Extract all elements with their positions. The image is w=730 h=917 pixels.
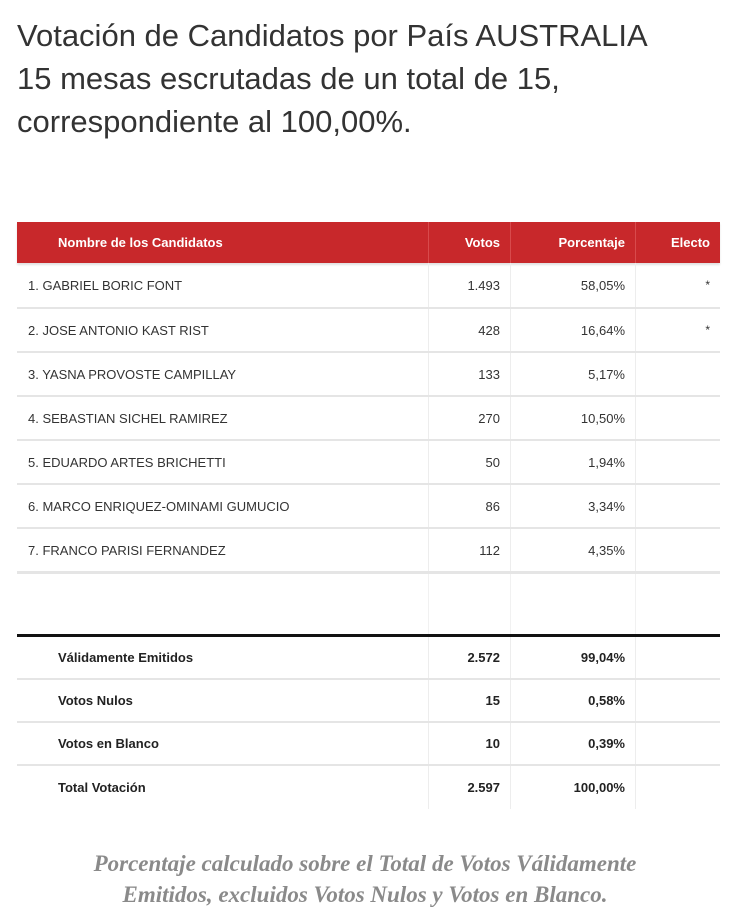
candidate-votes: 50 [429, 441, 511, 483]
candidate-percent: 5,17% [511, 353, 636, 395]
title-line: 15 mesas escrutadas de un total de 15, [17, 61, 560, 96]
table-spacer-row [17, 573, 720, 637]
candidate-elected-mark [636, 353, 720, 395]
table-row [17, 309, 720, 353]
footnote [0, 848, 730, 910]
totals-row [17, 766, 720, 809]
empty-cell [636, 637, 720, 678]
footnote-line: Porcentaje calculado sobre el Total de Votos Válidamente [93, 851, 637, 876]
empty-cell [17, 574, 429, 634]
candidate-votes: 1.493 [429, 263, 511, 307]
column-header-elected: Electo [670, 235, 710, 250]
table-row [17, 397, 720, 441]
totals-percent: 0,39% [511, 723, 636, 764]
candidate-percent: 1,94% [511, 441, 636, 483]
table-row [17, 529, 720, 573]
column-header-name: Nombre de los Candidatos [17, 222, 429, 263]
empty-cell [511, 574, 636, 634]
totals-percent: 99,04% [511, 637, 636, 678]
candidate-elected-mark [636, 485, 720, 527]
candidate-name: 4. SEBASTIAN SICHEL RAMIREZ [17, 397, 429, 439]
candidate-name: 2. JOSE ANTONIO KAST RIST [17, 309, 429, 351]
candidate-percent: 4,35% [511, 529, 636, 571]
candidate-elected-mark: * [705, 323, 710, 337]
candidate-name: 1. GABRIEL BORIC FONT [17, 263, 429, 307]
candidate-percent: 3,34% [511, 485, 636, 527]
totals-row [17, 723, 720, 766]
candidate-votes: 86 [429, 485, 511, 527]
column-header-percent: Porcentaje [511, 222, 636, 263]
candidate-percent: 58,05% [511, 263, 636, 307]
empty-cell [429, 574, 511, 634]
title-line: correspondiente al 100,00%. [17, 104, 412, 139]
results-table [17, 222, 720, 809]
table-header [17, 222, 720, 263]
totals-votes: 15 [429, 680, 511, 721]
empty-cell [636, 680, 720, 721]
title-line: Votación de Candidatos por País AUSTRALIA [17, 18, 648, 53]
candidate-percent: 16,64% [511, 309, 636, 351]
candidate-elected-mark [636, 441, 720, 483]
totals-votes: 2.597 [429, 766, 511, 809]
empty-cell [636, 723, 720, 764]
candidate-votes: 133 [429, 353, 511, 395]
totals-label: Total Votación [17, 766, 429, 809]
candidate-name: 3. YASNA PROVOSTE CAMPILLAY [17, 353, 429, 395]
candidate-percent: 10,50% [511, 397, 636, 439]
table-row [17, 263, 720, 309]
totals-votes: 10 [429, 723, 511, 764]
table-row [17, 485, 720, 529]
table-row [17, 353, 720, 397]
footnote-line: Emitidos, excluidos Votos Nulos y Votos en Blanco. [122, 882, 608, 907]
candidate-elected-mark [636, 529, 720, 571]
candidate-elected-mark: * [705, 278, 710, 292]
totals-row [17, 680, 720, 723]
totals-percent: 0,58% [511, 680, 636, 721]
empty-cell [636, 574, 720, 634]
candidate-name: 5. EDUARDO ARTES BRICHETTI [17, 441, 429, 483]
totals-votes: 2.572 [429, 637, 511, 678]
empty-cell [636, 766, 720, 809]
totals-label: Válidamente Emitidos [17, 637, 429, 678]
candidate-name: 7. FRANCO PARISI FERNANDEZ [17, 529, 429, 571]
candidate-votes: 112 [429, 529, 511, 571]
candidate-name: 6. MARCO ENRIQUEZ-OMINAMI GUMUCIO [17, 485, 429, 527]
totals-label: Votos en Blanco [17, 723, 429, 764]
totals-label: Votos Nulos [17, 680, 429, 721]
candidate-votes: 270 [429, 397, 511, 439]
page-title [17, 14, 717, 143]
candidate-votes: 428 [429, 309, 511, 351]
candidate-elected-mark [636, 397, 720, 439]
totals-percent: 100,00% [511, 766, 636, 809]
table-row [17, 441, 720, 485]
column-header-votes: Votos [429, 222, 511, 263]
totals-row [17, 637, 720, 680]
